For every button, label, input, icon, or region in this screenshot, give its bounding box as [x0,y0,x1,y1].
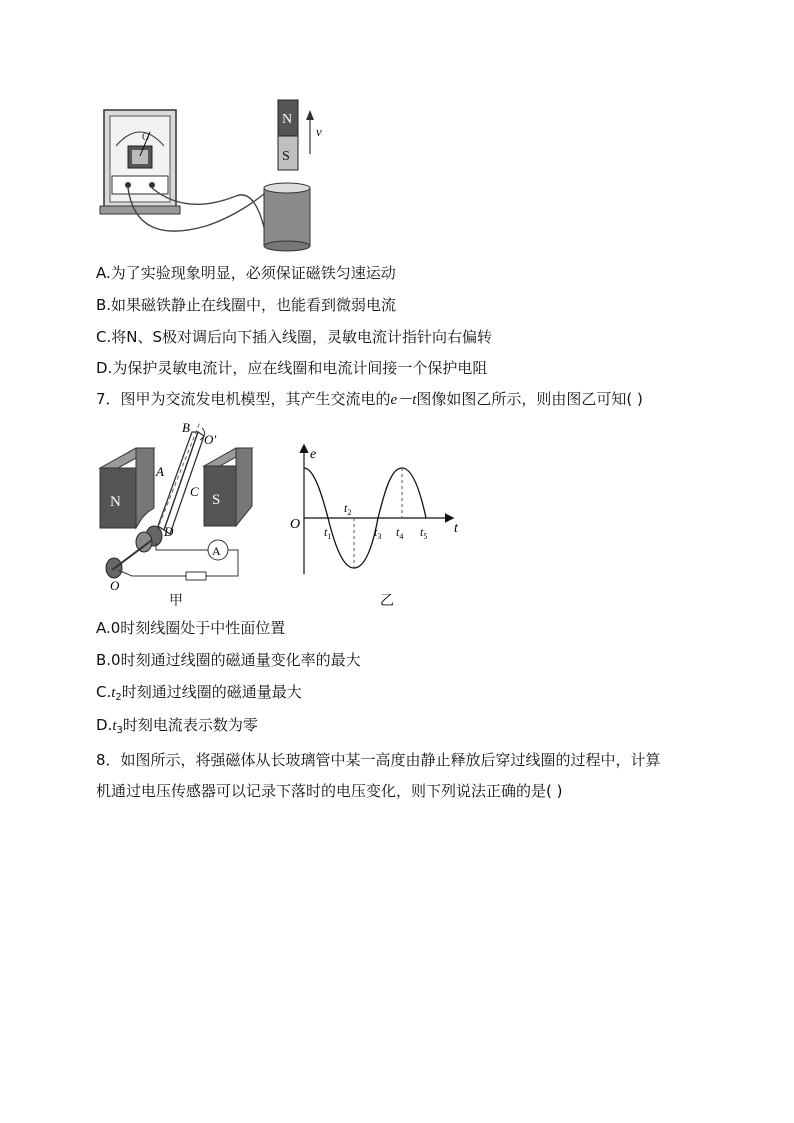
tick-t4: $t_4$ [396,525,404,541]
q7-stem-symbol: e－t [390,392,417,408]
axis-bottom-label: O [110,578,120,590]
coil-label-a: A [156,464,164,479]
bar-magnet [278,100,298,170]
tick-t1: $t_1$ [324,525,332,541]
magnet-north-label: N [282,112,293,127]
q7-option-b: B.0时刻通过线圈的磁通量变化率的最大 [96,651,361,669]
magnet-south-label: S [282,149,290,164]
y-axis-label: e [310,447,317,462]
q7-stem-before: 7．图甲为交流发电机模型，其产生交流电的 [96,390,391,408]
q7-option-a: A.0时刻线圈处于中性面位置 [96,619,286,637]
velocity-label: v [316,124,322,139]
q8-stem-line1: 8．如图所示，将强磁体从长玻璃管中某一高度由静止释放后穿过线圈的过程中，计算 [96,751,661,769]
tick-t5: $t_5$ [420,525,428,541]
galvanometer-label: G [142,132,150,143]
tick-t3: $t_3$ [374,525,382,541]
coil-label-c: C [190,484,199,499]
magnet-n-block [100,448,154,528]
caption-jia: 甲 [169,593,183,609]
magnet-s-label: S [212,492,221,508]
origin-label: O [290,517,301,532]
q7-option-d: $D.t_3$时刻电流表示数为零 [96,716,258,736]
q6-option-c: C.将N、S极对调后向下插入线圈，灵敏电流计指针向右偏转 [96,328,492,346]
x-axis-label: t [454,521,458,536]
axis-top-label: O′ [204,432,217,447]
galvanometer-magnet-coil-figure [96,96,336,256]
q6-option-a: A.为了实验现象明显，必须保证磁铁匀速运动 [96,264,396,282]
e-t-graph-figure [284,440,474,580]
ammeter-label: A [212,544,221,558]
magnet-s-block [204,448,252,526]
q6-option-d: D.为保护灵敏电流计，应在线圈和电流计间接一个保护电阻 [96,359,488,377]
caption-yi: 乙 [380,593,394,609]
q7-stem-after: 图像如图乙所示，则由图乙可知( ) [416,390,643,408]
coil-label-b: B [182,420,190,435]
velocity-arrow-icon [306,110,314,120]
magnet-n-label: N [110,494,121,510]
q7-stem [96,389,643,410]
q8-stem-line2: 机通过电压传感器可以记录下落时的电压变化，则下列说法正确的是( ) [96,782,563,800]
coil-loop [154,422,204,538]
resistor-icon [186,572,206,580]
generator-model-figure [92,418,262,590]
slip-rings [106,526,162,578]
tick-t2: $t_2$ [344,501,352,517]
q7-option-c: $C.t_2$时刻通过线圈的磁通量最大 [96,683,302,703]
coil-label-d: D [164,524,174,539]
q6-option-b: B.如果磁铁静止在线圈中，也能看到微弱电流 [96,296,397,314]
coil [264,183,310,251]
